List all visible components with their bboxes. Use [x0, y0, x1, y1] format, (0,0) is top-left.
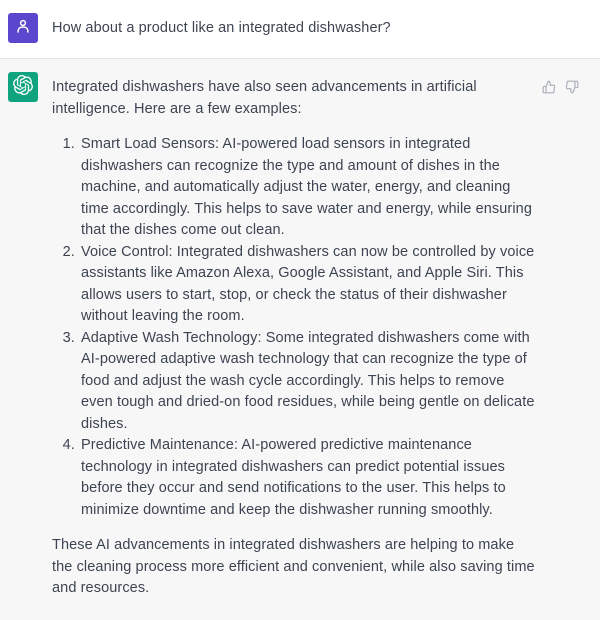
list-item: 1. Smart Load Sensors: AI-powered load sensors in integrated dishwashers can recognize the type and amount of dishes in the machine, and automatically adjust the water, energy, and cleaning time accordingly. This helps to save water and energy, while ensuring that the dishes come out clean. — [79, 134, 536, 242]
user-avatar — [8, 13, 38, 43]
assistant-intro-paragraph: Integrated dishwashers have also seen advancements in artificial intelligence. Here are a few examples: — [52, 79, 477, 117]
assistant-numbered-list — [52, 134, 536, 521]
thumbs-down-icon — [565, 80, 579, 94]
assistant-message-content — [52, 72, 536, 600]
list-item: 2. Voice Control: Integrated dishwashers can now be controlled by voice assistants like Amazon Alexa, Google Assistant, and Apple Siri. This allows users to start, stop, or check the status of their dishwasher without leaving the room. — [79, 242, 536, 328]
thumbs-up-button[interactable] — [542, 80, 556, 94]
user-message-row — [0, 0, 600, 58]
assistant-message-row — [0, 58, 600, 620]
list-item: 4. Predictive Maintenance: AI-powered predictive maintenance technology in integrated dishwashers can predict potential issues before they occur and send notifications to the user. This helps to minimize downtime and keep the dishwasher running smoothly. — [79, 435, 536, 521]
openai-logo-icon — [13, 75, 33, 100]
user-message-text: How about a product like an integrated dishwasher? — [52, 20, 391, 36]
assistant-closing-paragraph: These AI advancements in integrated dishwashers are helping to make the cleaning process more efficient and convenient, while also saving time and resources. — [52, 537, 535, 596]
assistant-avatar — [8, 72, 38, 102]
list-item: 3. Adaptive Wash Technology: Some integrated dishwashers come with AI-powered adaptive wash technology that can recognize the type of food and adjust the wash cycle accordingly. This helps to remove even tough and dried-on food residues, while being gentle on delicate dishes. — [79, 328, 536, 436]
feedback-actions — [542, 72, 579, 94]
person-icon — [14, 17, 32, 40]
thumbs-down-button[interactable] — [565, 80, 579, 94]
thumbs-up-icon — [542, 80, 556, 94]
